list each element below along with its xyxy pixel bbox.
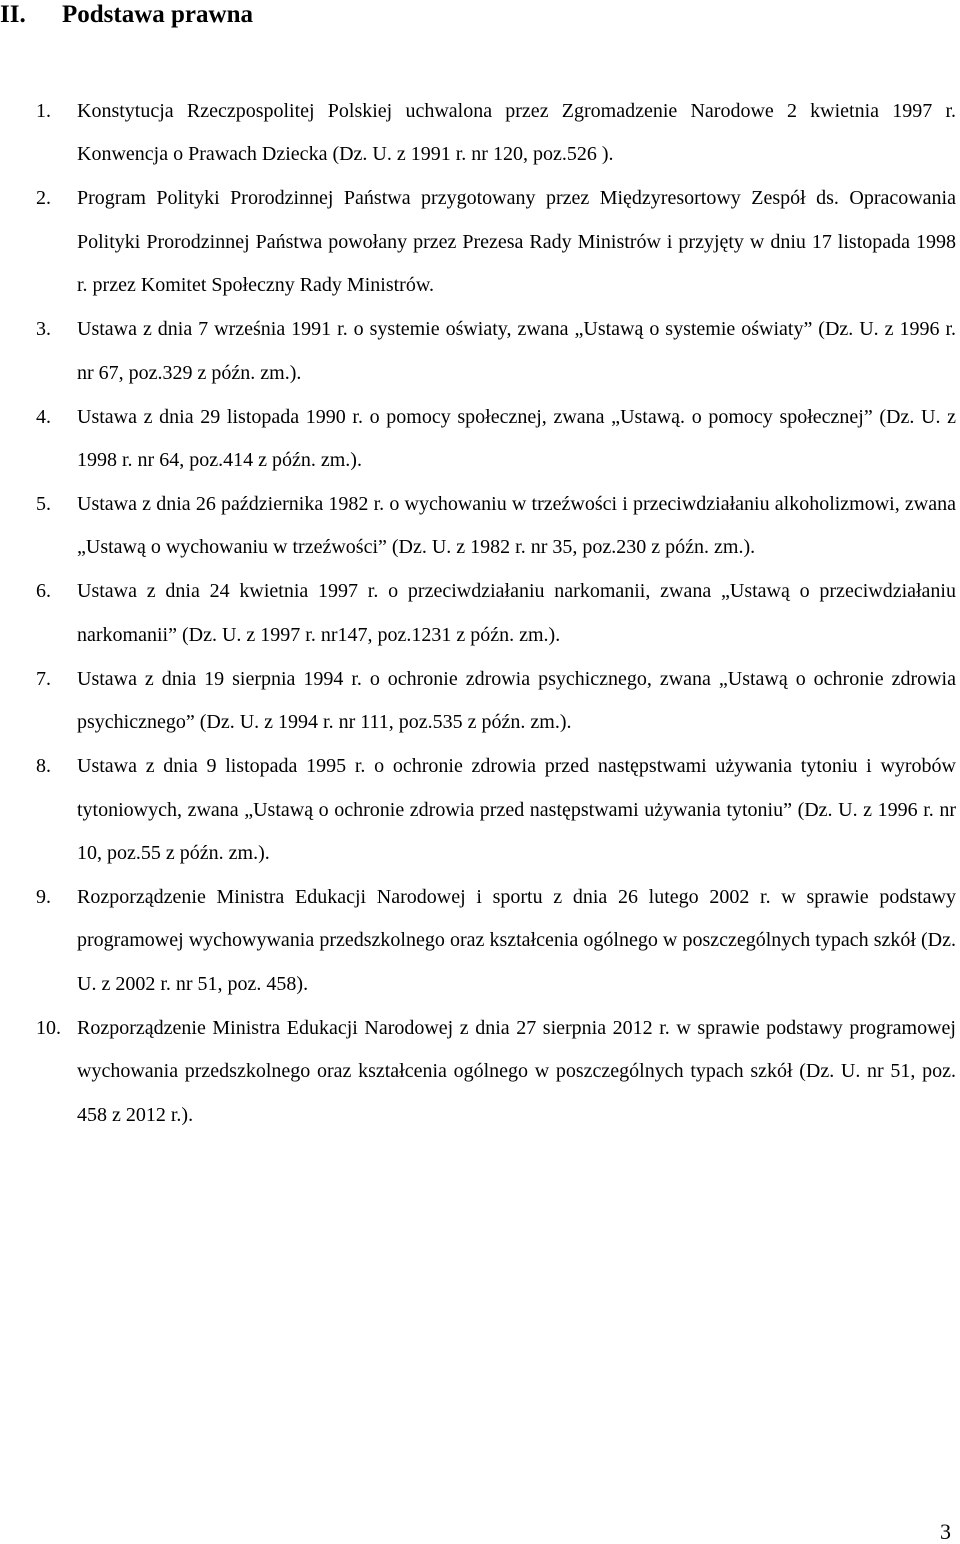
section-number: II. (0, 1, 26, 28)
list-item (36, 745, 956, 875)
list-item-number: 5. (36, 493, 51, 516)
list-item-text: Ustawa z dnia 7 września 1991 r. o systemie oświaty, zwana „Ustawą o systemie oświaty” (Dz. U. z 1996 r. nr 67, poz.329 z późn. zm.). (77, 318, 956, 384)
list-item (36, 177, 956, 307)
list-item-number: 9. (36, 886, 51, 909)
section-title: Podstawa prawna (62, 1, 253, 28)
list-item-number: 7. (36, 667, 51, 690)
list-item-text: Ustawa z dnia 29 listopada 1990 r. o pomocy społecznej, zwana „Ustawą. o pomocy społecznej” (Dz. U. z 1998 r. nr 64, poz.414 z późn. zm.). (77, 405, 956, 472)
list-item (36, 308, 956, 395)
list-item (36, 570, 956, 657)
list-item (36, 396, 956, 483)
list-item-text: Rozporządzenie Ministra Edukacji Narodowej i sportu z dnia 26 lutego 2002 r. w sprawie podstawy programowej wychowywania przedszkolnego oraz kształcenia ogólnego w poszczególnych typach szkół (Dz. U. z 2002 r. nr 51, poz. 458). (77, 886, 956, 995)
legal-basis-list (36, 90, 956, 1138)
list-item (36, 90, 956, 177)
list-item-text: Ustawa z dnia 9 listopada 1995 r. o ochronie zdrowia przed następstwami używania tytoniu i wyrobów tytoniowych, zwana „Ustawą o ochronie zdrowia przed następstwami używania tytoniu” (Dz. U. z 1996 r. nr 10, poz.55 z późn. zm.). (77, 755, 956, 865)
list-item-text: Ustawa z dnia 19 sierpnia 1994 r. o ochronie zdrowia psychicznego, zwana „Ustawą o ochronie zdrowia psychicznego” (Dz. U. z 1994 r. nr 111, poz.535 z późn. zm.). (77, 667, 956, 734)
list-item-number: 3. (36, 318, 51, 341)
list-item-number: 1. (36, 100, 51, 122)
page-number: 3 (940, 1519, 951, 1544)
list-item-number: 10. (36, 1016, 61, 1039)
list-item-text: Program Polityki Prorodzinnej Państwa przygotowany przez Międzyresortowy Zespół ds. Opracowania Polityki Prorodzinnej Państwa powołany przez Prezesa Rady Ministrów i przyjęty w dniu 17 listopada 1998 r. przez Komitet Społeczny Rady Ministrów. (77, 187, 956, 297)
list-item-number: 4. (36, 405, 51, 428)
list-item (36, 483, 956, 570)
list-item-number: 6. (36, 580, 51, 603)
list-item-text: Ustawa z dnia 24 kwietnia 1997 r. o przeciwdziałaniu narkomanii, zwana „Ustawą o przeciwdziałaniu narkomanii” (Dz. U. z 1997 r. nr147, poz.1231 z późn. zm.). (77, 580, 956, 646)
list-item (36, 876, 956, 1006)
list-item-text: Ustawa z dnia 26 października 1982 r. o wychowaniu w trzeźwości i przeciwdziałaniu alkoholizmowi, zwana „Ustawą o wychowaniu w trzeźwości” (Dz. U. z 1982 r. nr 35, poz.230 z późn. zm.). (77, 493, 956, 559)
list-item-text: Rozporządzenie Ministra Edukacji Narodowej z dnia 27 sierpnia 2012 r. w sprawie podstawy programowej wychowania przedszkolnego oraz kształcenia ogólnego w poszczególnych typach szkół (Dz. U. nr 51, poz. 458 z 2012 r.). (77, 1016, 956, 1126)
list-item (36, 658, 956, 745)
list-item-number: 8. (36, 755, 51, 778)
list-item (36, 1007, 956, 1137)
list-item-text: Konstytucja Rzeczpospolitej Polskiej uchwalona przez Zgromadzenie Narodowe 2 kwietnia 1997 r. Konwencja o Prawach Dziecka (Dz. U. z 1991 r. nr 120, poz.526 ). (77, 100, 956, 166)
section-heading (0, 0, 253, 30)
list-item-number: 2. (36, 187, 51, 210)
